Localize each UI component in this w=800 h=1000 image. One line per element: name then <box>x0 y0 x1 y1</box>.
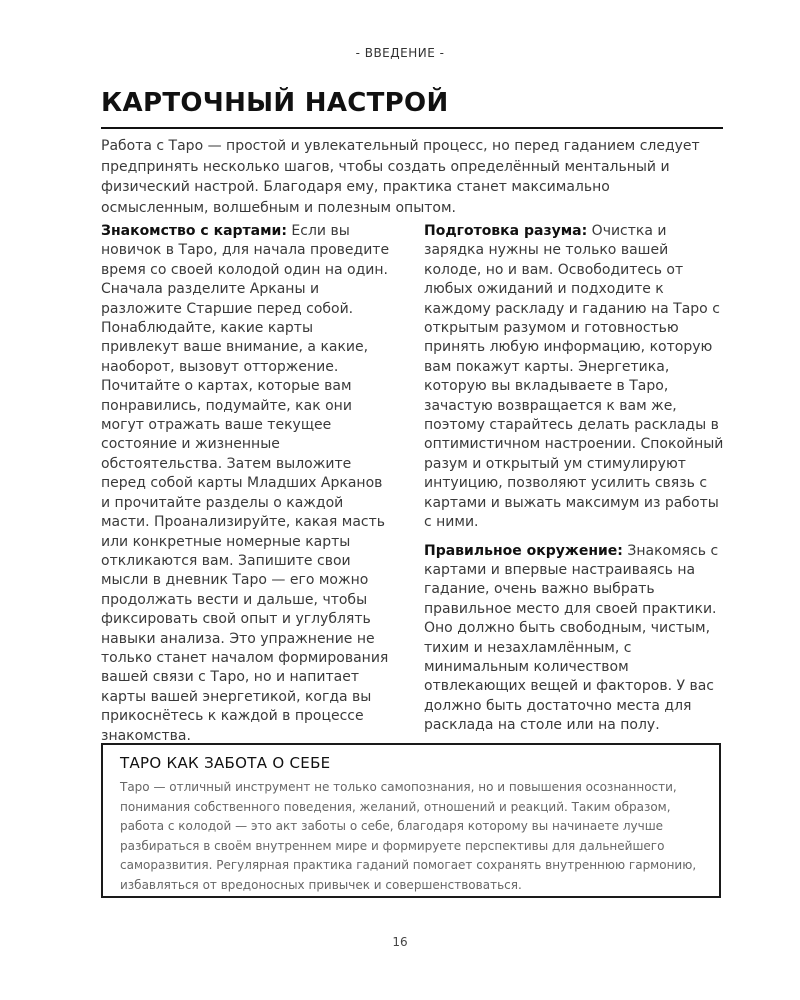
right-column <box>424 222 724 745</box>
callout-title: ТАРО КАК ЗАБОТА О СЕБЕ <box>120 754 331 772</box>
section-mind-preparation <box>424 222 724 533</box>
callout-box <box>101 743 721 898</box>
callout-text: Таро — отличный инструмент не только самопознания, но и повышения осознанности, понимания собственного поведения, желаний, отношений и реакций. Таким образом, работа с колодой — это акт заботы о себе, благодаря которому вы начинаете лучше разбираться в своём внутреннем мире и формируете перспективы для дальнейшего саморазвития. Регулярная практика гаданий помогает сохранять внутреннюю гармонию, избавляться от вредоносных привычек и совершенствоваться. <box>120 780 697 892</box>
section-heading: Подготовка разума: <box>424 223 588 239</box>
page-title: КАРТОЧНЫЙ НАСТРОЙ <box>101 88 449 118</box>
section-text: Если вы новичок в Таро, для начала проведите время со своей колодой один на один. Сначала разделите Арканы и разложите Старшие перед собой. Понаблюдайте, какие карты привлекут ваше внимание, а какие, наоборот, вызовут отторжение. Почитайте о картах, которые вам понравились, подумайте, как они могут отражать ваше текущее состояние и жизненные обстоятельства. Затем выложите перед собой карты Младших Арканов и прочитайте разделы о каждой масти. Проанализируйте, какая масть или конкретные номерные карты откликаются вам. Запишите свои мысли в дневник Таро — его можно продолжать вести и дальше, чтобы фиксировать свой опыт и углублять навыки анализа. Это упражнение не только станет началом формирования вашей связи с Таро, но и напитает карты вашей энергетикой, когда вы прикоснётесь к каждой в процессе знакомства. <box>101 223 390 744</box>
page-number: 16 <box>392 935 408 949</box>
section-right-environment <box>424 542 724 736</box>
section-heading: Знакомство с картами: <box>101 223 287 239</box>
section-heading: Правильное окружение: <box>424 542 623 559</box>
intro-paragraph: Работа с Таро — простой и увлекательный процесс, но перед гаданием следует предпринять несколько шагов, чтобы создать определённый ментальный и физический настрой. Благодаря ему, практика станет максимально осмысленным, волшебным и полезным опытом. <box>101 138 700 216</box>
section-cards-acquaintance <box>101 222 391 746</box>
section-text: Очистка и зарядка нужны не только вашей колоде, но и вам. Освободитесь от любых ожиданий и подходите к каждому раскладу и гаданию на Таро с открытым разумом и готовностью принять любую информацию, которую вам покажут карты. Энергетика, которую вы вкладываете в Таро, зачастую возвращается к вам же, поэтому старайтесь делать расклады в оптимистичном настроении. Спокойный разум и открытый ум стимулируют интуицию, позволяют усилить связь с картами и выжать максимум из работы с ними. <box>424 223 724 531</box>
left-column <box>101 222 391 755</box>
title-divider <box>101 127 723 129</box>
section-label: - ВВЕДЕНИЕ - <box>355 46 445 60</box>
section-text: Знакомясь с картами и впервые настраиваясь на гадание, очень важно выбрать правильное место для своей практики. Оно должно быть свободным, чистым, тихим и незахламлённым, с минимальным количеством отвлекающих вещей и факторов. У вас должно быть достаточно места для расклада на столе или на полу. <box>424 542 719 734</box>
